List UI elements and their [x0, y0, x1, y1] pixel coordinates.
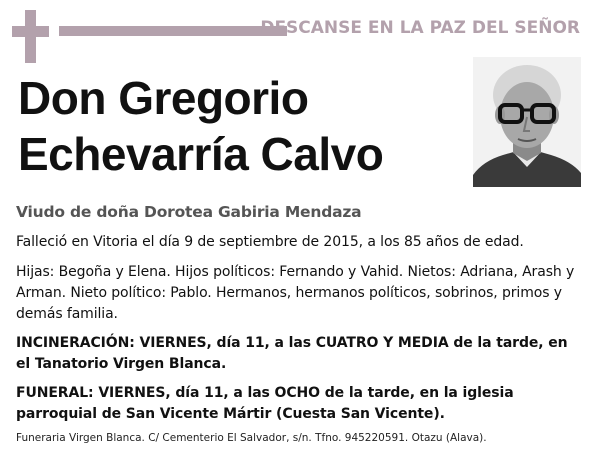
header-divider-bar: [59, 26, 287, 36]
portrait-illustration: [473, 57, 581, 187]
funeral-home-footer: Funeraria Virgen Blanca. C/ Cementerio El Salvador, s/n. Tfno. 945220591. Otazu (Alava).: [16, 432, 487, 444]
family-list: Hijas: Begoña y Elena. Hijos políticos: Fernando y Vahid. Nietos: Adriana, Arash y Arman. Nieto político: Pablo. Hermanos, hermanos políticos, sobrinos, primos y demás familia.: [16, 264, 575, 322]
cross-icon: [12, 10, 49, 63]
death-announcement: Falleció en Vitoria el día 9 de septiembre de 2015, a los 85 años de edad.: [16, 234, 524, 250]
rip-heading: DESCANSE EN LA PAZ DEL SEÑOR: [260, 18, 580, 38]
deceased-name: [18, 70, 458, 182]
deceased-name-line1: Don Gregorio: [18, 72, 309, 124]
cross-horizontal-bar: [12, 26, 49, 37]
deceased-name-line2: Echevarría Calvo: [18, 128, 384, 180]
portrait-photo: [473, 57, 581, 187]
cremation-notice: INCINERACIÓN: VIERNES, día 11, a las CUATRO Y MEDIA de la tarde, en el Tanatorio Virgen Blanca.: [16, 335, 568, 372]
funeral-notice: FUNERAL: VIERNES, día 11, a las OCHO de la tarde, en la iglesia parroquial de San Vicente Mártir (Cuesta San Vicente).: [16, 385, 514, 422]
widower-of-line: Viudo de doña Dorotea Gabiria Mendaza: [16, 203, 362, 221]
